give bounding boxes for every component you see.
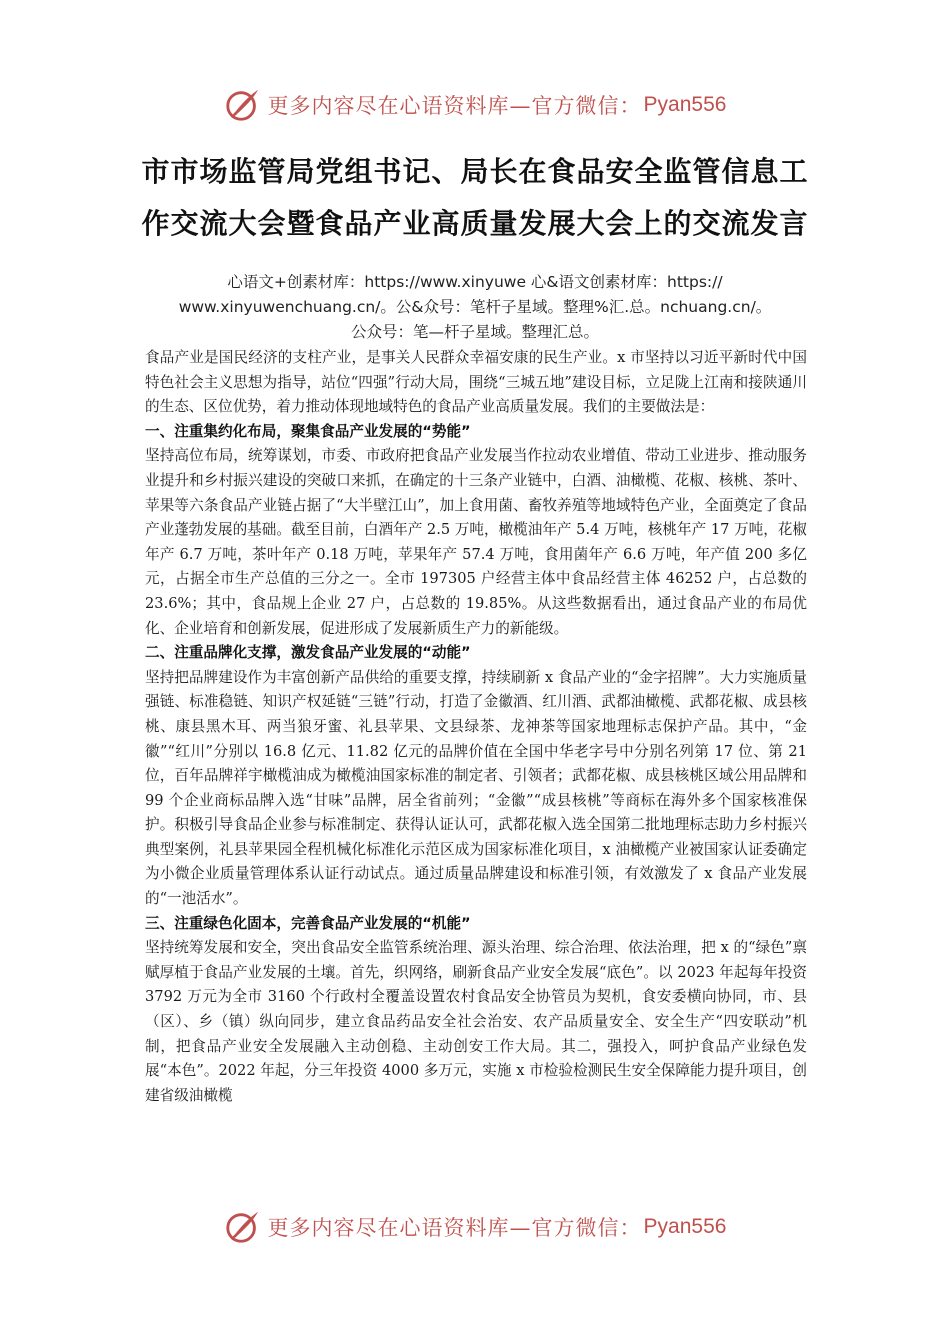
source-line-3: 公众号：笔—杆子星域。整理汇总。	[350, 323, 599, 341]
section-1-paragraph: 坚持高位布局，统筹谋划，市委、市政府把食品产业发展当作拉动农业增值、带动工业进步、推动服务业提升和乡村振兴建设的突破口来抓，在确定的十三条产业链中，白酒、油橄榄、花椒、核桃、茶叶、苹果等六条食品产业链占据了“大半壁江山”，加上食用菌、畜牧养殖等地域特色产业，全面奠定了食品产业蓬勃发展的基础。截至目前，白酒年产 2.5 万吨，橄榄油年产 5.4 万吨，核桃年产 17 万吨，花椒年产 6.7 万吨，茶叶年产 0.18 万吨，苹果年产 57.4 万吨，食用菌年产 6.6 万吨，年产值 200 多亿元，占据全市生产总值的三分之一。全市 197305 户经营主体中食品经营主体 46252 户，占总数的 23.6%；其中，食品规上企业 27 户，占总数的 19.85%。从这些数据看出，通过食品产业的布局优化、企业培育和创新发展，促进形成了发展新质生产力的新能级。	[145, 447, 807, 637]
title-line-1: 市市场监管局党组书记、局长在食品安全监管信息工	[141, 155, 809, 188]
section-2-paragraph: 坚持把品牌建设作为丰富创新产品供给的重要支撑，持续刷新 x 食品产业的“金字招牌”。大力实施质量强链、标准稳链、知识产权延链“三链”行动，打造了金徽酒、红川酒、武都油橄榄、武都花椒、成县核桃、康县黑木耳、两当狼牙蜜、礼县苹果、文县绿茶、龙神茶等国家地理标志保护产品。其中，“金徽”“红川”分别以 16.8 亿元、11.82 亿元的品牌价值在全国中华老字号中分别名列第 17 位、第 21 位，百年品牌祥宇橄榄油成为橄榄油国家标准的制定者、引领者；武都花椒、成县核桃区域公用品牌和 99 个企业商标品牌入选“甘味”品牌，居全省前列；“金徽”“成县核桃”等商标在海外多个国家核准保护。积极引导食品企业参与标准制定、获得认证认可，武都花椒入选全国第二批地理标志助力乡村振兴典型案例，礼县苹果园全程机械化标准化示范区成为国家标准化项目，x 油橄榄产业被国家认证委确定为小微企业质量管理体系认证行动试点。通过质量品牌建设和标准引领，有效激发了 x 食品产业发展的“一池活水”。	[145, 668, 807, 908]
section-1-heading: 一、注重集约化布局，聚集食品产业发展的“势能”	[145, 422, 471, 440]
title-line-2: 作交流大会暨食品产业高质量发展大会上的交流发言	[141, 207, 809, 240]
banner-wechat-handle: Pyan556	[643, 1215, 727, 1238]
section-3-paragraph: 坚持统筹发展和安全，突出食品安全监管系统治理、源头治理、综合治理、依法治理，把 x 的“绿色”禀赋厚植于食品产业发展的土壤。首先，织网络，刷新食品产业安全发展“底色”。以 2023 年起每年投资 3792 万元为全市 3160 个行政村全覆盖设置农村食品安全协管员为契机，食安委横向协同，市、县（区）、乡（镇）纵向同步，建立食品药品安全社会治安、农产品质量安全、安全生产“四安联动”机制，把食品产业安全发展融入主动创稳、主动创安工作大局。其二，强投入，呵护食品产业绿色发展“本色”。2022 年起，分三年投资 4000 多万元，实施 x 市检验检测民生安全保障能力提升项目，创建省级油橄榄	[145, 939, 807, 1104]
banner-text: 更多内容尽在心语资料库—官方微信：	[267, 1216, 642, 1240]
document-body	[145, 346, 807, 1108]
header-banner	[0, 80, 950, 130]
quill-logo-icon	[224, 86, 262, 124]
section-3-heading: 三、注重绿色化固本，完善食品产业发展的“机能”	[145, 914, 471, 932]
source-line-2: www.xinyuwenchuang.cn/。公&众号：笔杆子星域。整理%汇.总。nchuang.cn/。	[178, 298, 772, 316]
banner-text: 更多内容尽在心语资料库—官方微信：	[267, 94, 642, 118]
banner-wechat-handle: Pyan556	[643, 93, 727, 116]
source-notice	[140, 270, 810, 345]
footer-banner	[0, 1202, 950, 1252]
quill-logo-icon	[224, 1208, 262, 1246]
document-title	[100, 146, 850, 250]
intro-paragraph: 食品产业是国民经济的支柱产业，是事关人民群众幸福安康的民生产业。x 市坚持以习近平新时代中国特色社会主义思想为指导，站位“四强”行动大局，围绕“三城五地”建设目标，立足陇上江南和接陕通川的生态、区位优势，着力推动体现地域特色的食品产业高质量发展。我们的主要做法是：	[145, 349, 807, 416]
section-2-heading: 二、注重品牌化支撑，激发食品产业发展的“动能”	[145, 644, 471, 662]
source-line-1: 心语文+创素材库：https://www.xinyuwe 心&语文创素材库：https://	[227, 273, 723, 291]
